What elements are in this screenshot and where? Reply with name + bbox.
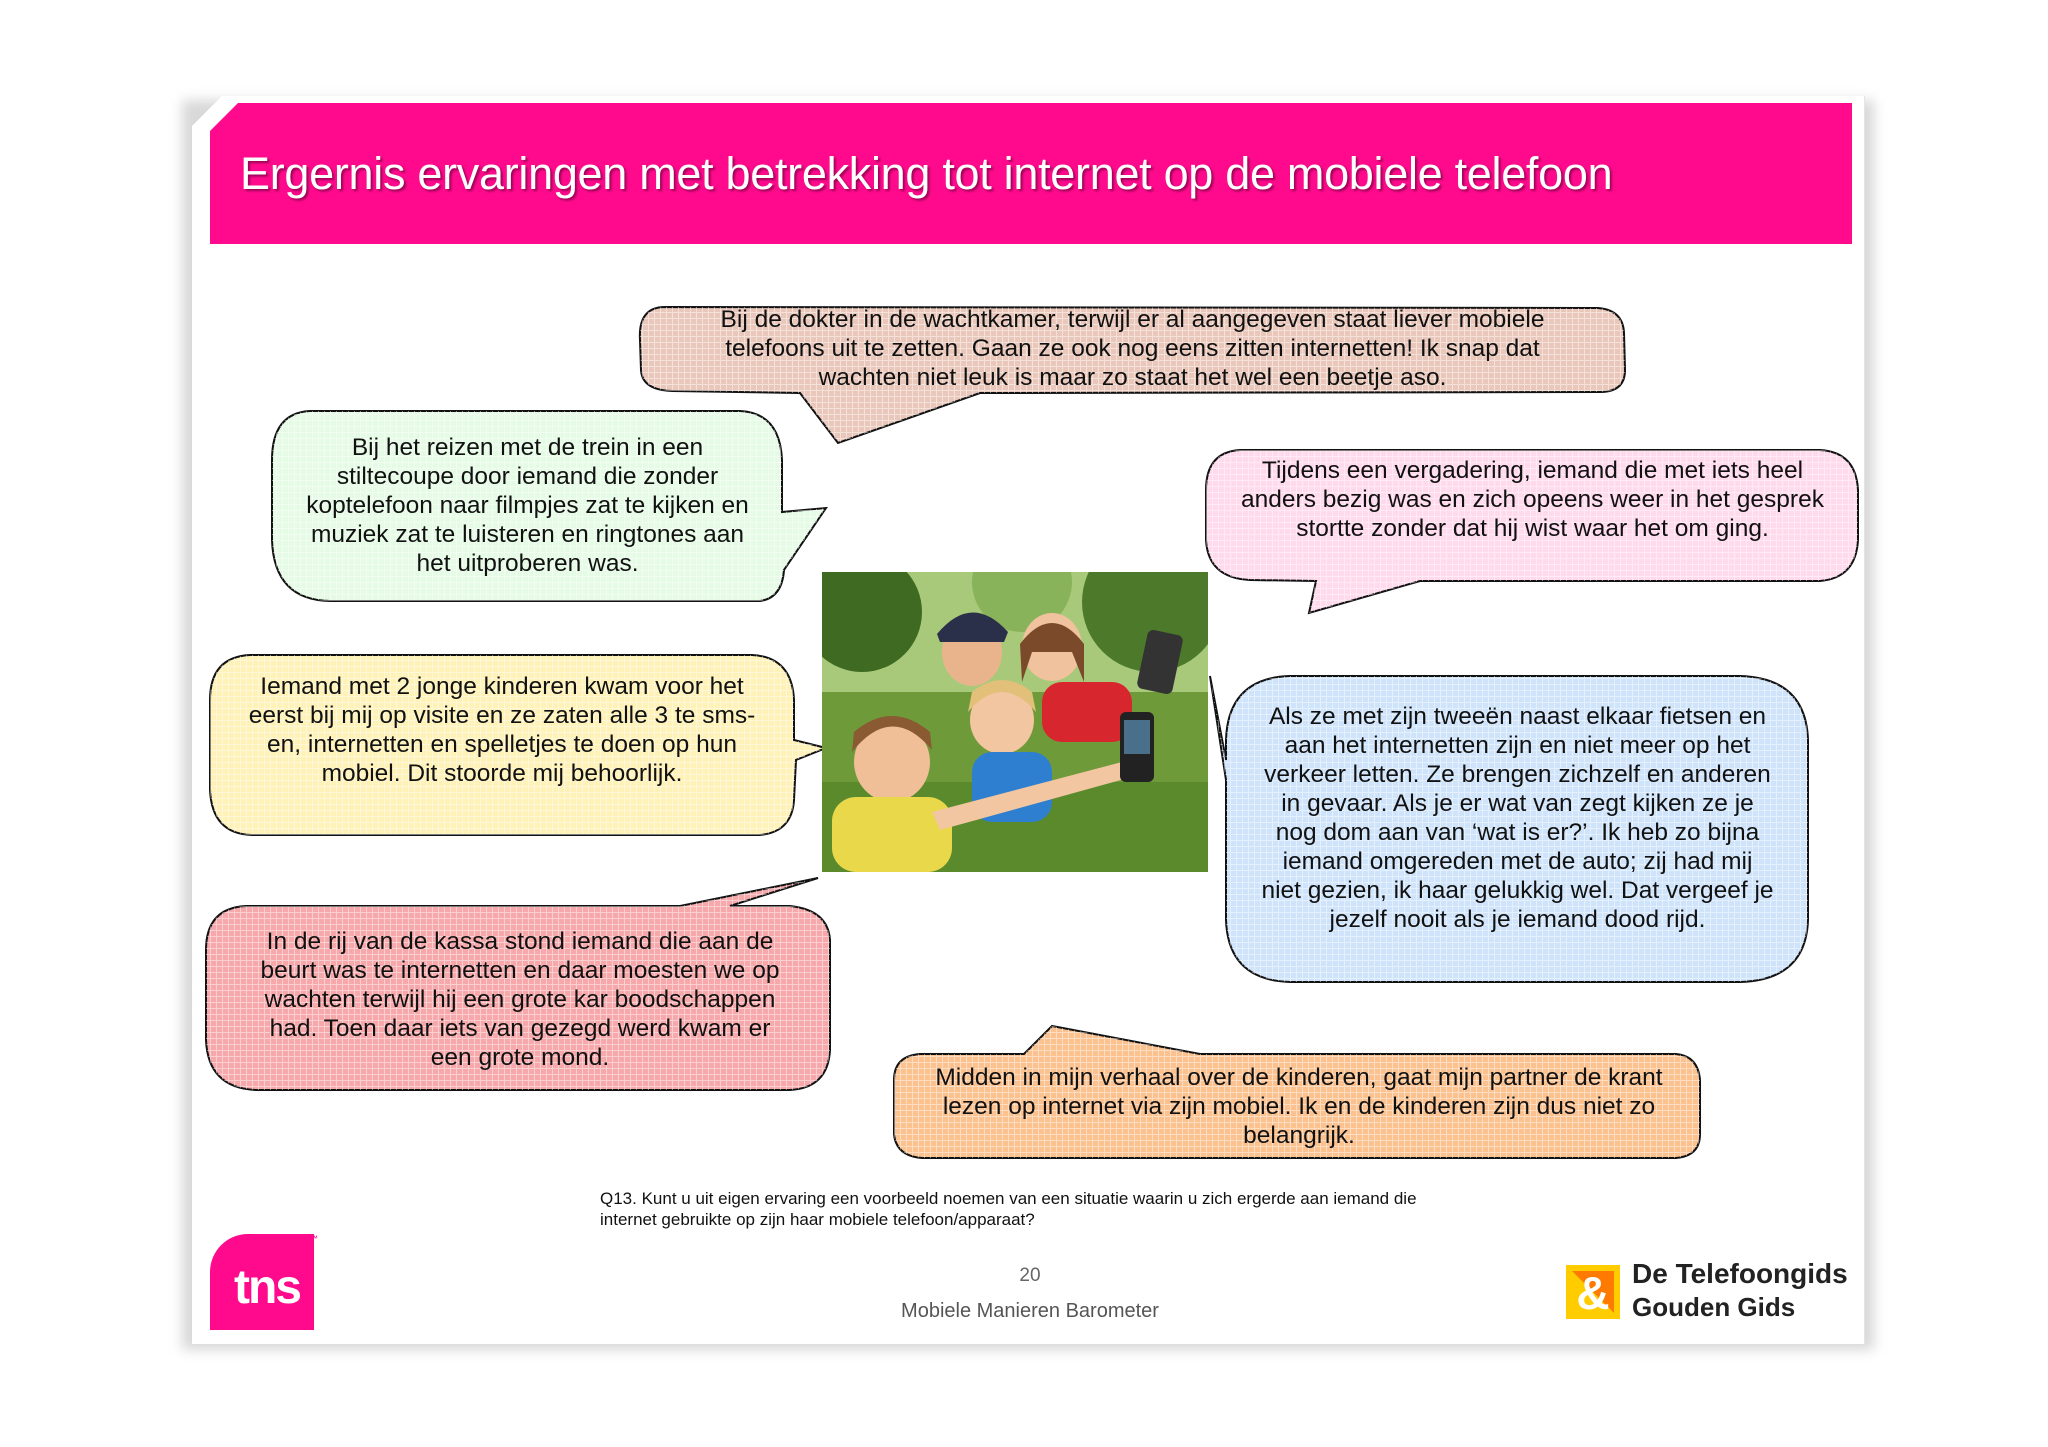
telefoongids-logo-line1: De Telefoongids xyxy=(1632,1258,1848,1289)
quote-dokter: Bij de dokter in de wachtkamer, terwijl er al aangegeven staat liever mobiele telefoons uit te zetten. Gaan ze ook nog eens zitten internetten! Ik snap dat wachten niet leuk is maar zo staat het wel een beetje aso. xyxy=(720,306,1545,391)
telefoongids-ampersand-icon xyxy=(1566,1265,1620,1319)
telefoongids-logo-line2: Gouden Gids xyxy=(1632,1292,1796,1322)
page-number: 20 xyxy=(1019,1265,1041,1286)
page-title: Ergernis ervaringen met betrekking tot internet op de mobiele telefoon xyxy=(240,148,1613,199)
quote-fietsen: Als ze met zijn tweeën naast elkaar fietsen en aan het internetten zijn en niet meer op het verkeer letten. Ze brengen zichzelf en anderen in gevaar. Als je er wat van zegt kijken ze je nog dom aan van ‘wat is er?’. Ik heb zo bijna iemand omgereden met de auto; zij had mij niet gezien, ik haar gelukkig wel. Dat vergeef je jezelf nooit als je iemand dood rijd. xyxy=(1261,703,1774,933)
tns-logo-text: tns xyxy=(234,1261,300,1314)
trademark-mark: ™ xyxy=(310,1234,318,1243)
quote-partner: Midden in mijn verhaal over de kinderen, gaat mijn partner de krant lezen op internet via zijn mobiel. Ik en de kinderen zijn dus niet zo belangrijk. xyxy=(935,1064,1663,1149)
quote-visite: Iemand met 2 jonge kinderen kwam voor het eerst bij mij op visite en ze zaten alle 3 te sms-en, internetten en spelletjes te doen op hun mobiel. Dit stoorde mij behoorlijk. xyxy=(248,673,756,787)
svg-text:&: & xyxy=(1576,1267,1610,1319)
survey-question-note: Q13. Kunt u uit eigen ervaring een voorbeeld noemen van een situatie waarin u zich ergerde aan iemand die internet gebruikte op zijn haar mobiele telefoon/apparaat? xyxy=(600,1189,1417,1229)
quote-vergadering: Tijdens een vergadering, iemand die met iets heel anders bezig was en zich opeens weer in het gesprek stortte zonder dat hij wist waar het om ging. xyxy=(1241,457,1824,542)
quote-kassa: In de rij van de kassa stond iemand die aan de beurt was te internetten en daar moesten we op wachten terwijl hij een grote kar boodschappen had. Toen daar iets van gezegd werd kwam er een grote mond. xyxy=(260,928,780,1071)
footer-title: Mobiele Manieren Barometer xyxy=(901,1300,1159,1322)
quote-trein: Bij het reizen met de trein in een stiltecoupe door iemand die zonder koptelefoon naar filmpjes zat te kijken en muziek zat te luisteren en ringtones aan het uitproberen was. xyxy=(306,434,749,577)
photo-friends-selfie xyxy=(822,572,1208,872)
